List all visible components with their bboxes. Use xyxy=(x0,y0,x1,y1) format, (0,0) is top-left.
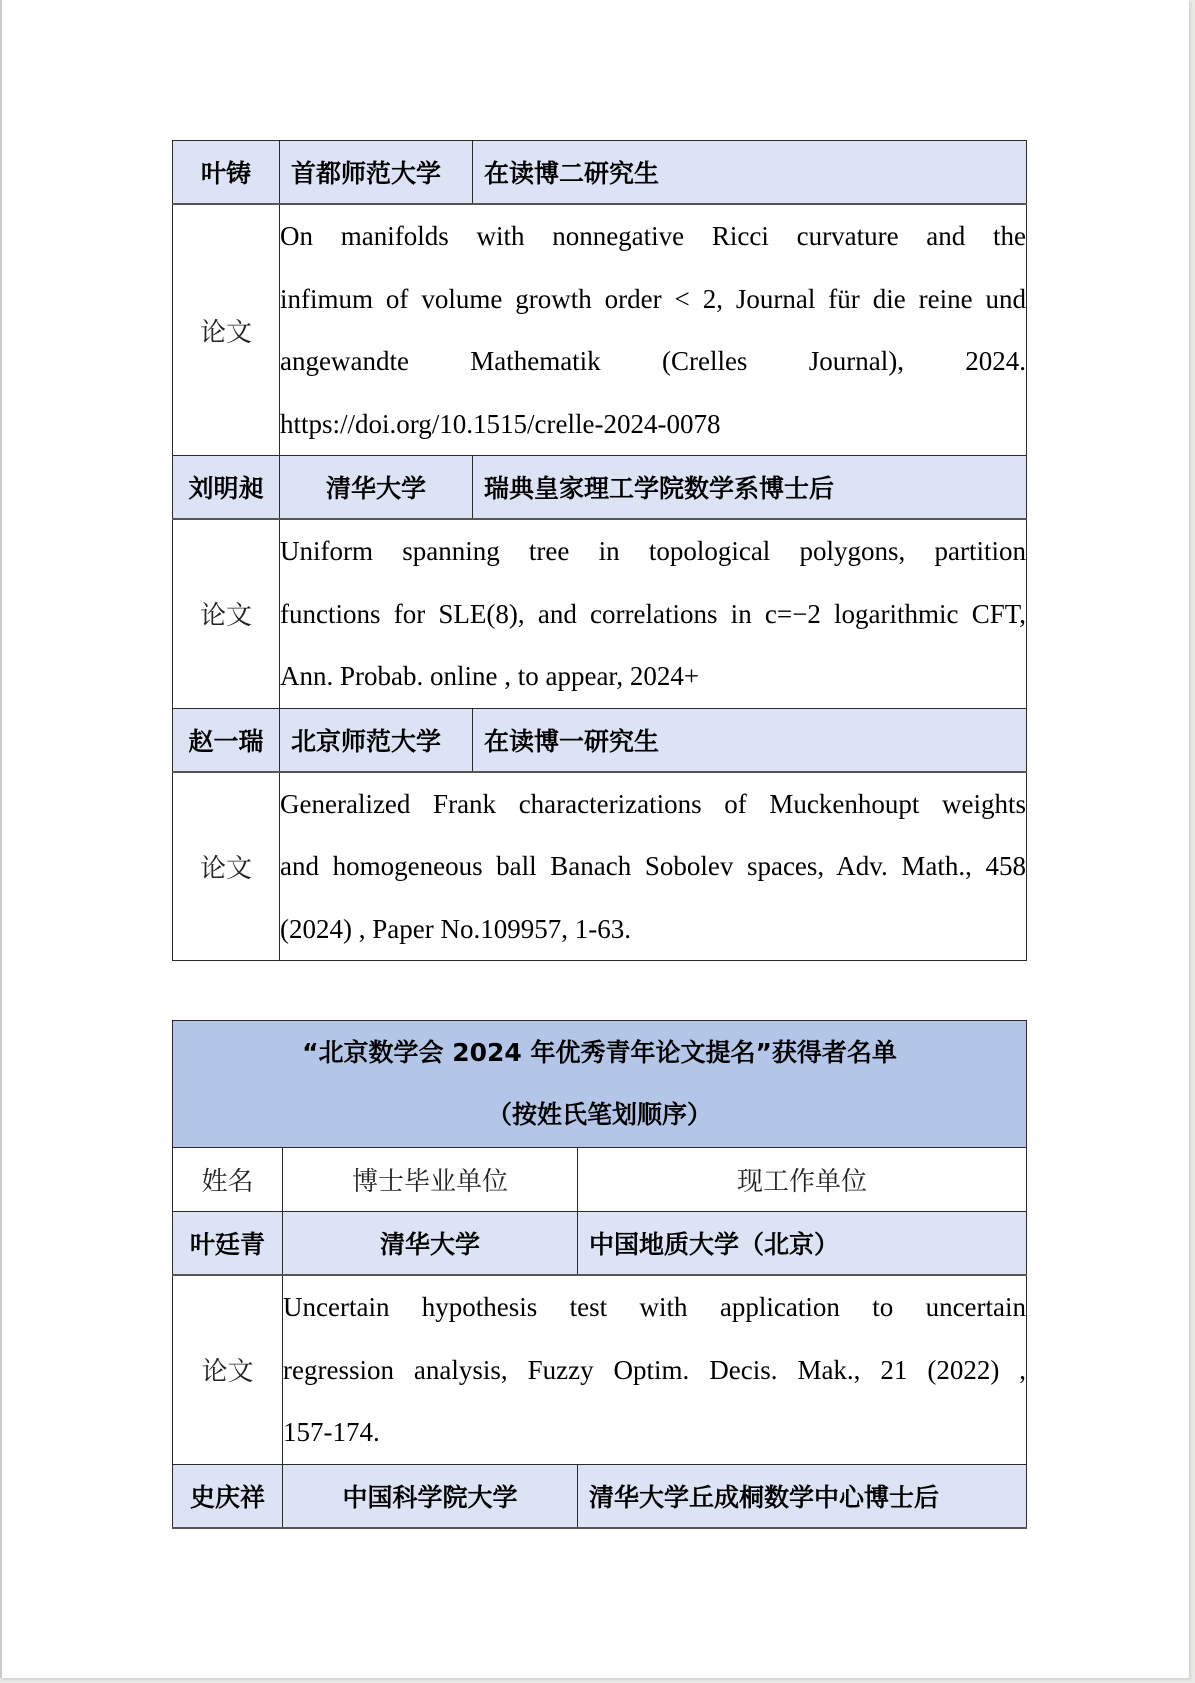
paper-label: 论文 xyxy=(173,204,280,456)
phd-institution: 清华大学 xyxy=(280,456,473,520)
current-position: 在读博二研究生 xyxy=(473,141,1027,205)
table-title-subtitle: （按姓氏笔划顺序） xyxy=(487,1100,713,1129)
awardee-row xyxy=(173,456,1027,520)
phd-institution: 清华大学 xyxy=(283,1212,578,1276)
table-title-main: “北京数学会 2024 年优秀青年论文提名”获得者名单 xyxy=(302,1038,897,1067)
nominee-row xyxy=(173,1212,1027,1276)
paper-label: 论文 xyxy=(173,519,280,708)
awardee-name: 赵一瑞 xyxy=(173,708,280,772)
awardee-name: 刘明昶 xyxy=(173,456,280,520)
citation-doi-link[interactable]: https://doi.org/10.1515/crelle-2024-0078 xyxy=(280,408,721,439)
citation-line: Ann. Probab. online , to appear, 2024+ xyxy=(280,661,700,691)
table-title-row xyxy=(173,1021,1027,1148)
phd-institution: 首都师范大学 xyxy=(280,141,473,205)
paper-citation xyxy=(280,204,1027,456)
nominee-name: 叶廷青 xyxy=(173,1212,283,1276)
column-header-phd-institution: 博士毕业单位 xyxy=(283,1148,578,1212)
citation-line: angewandte Mathematik (Crelles Journal), 2024. xyxy=(280,346,1026,376)
citation-line: (2024) , Paper No.109957, 1-63. xyxy=(280,913,631,944)
phd-institution: 北京师范大学 xyxy=(280,708,473,772)
paper-row xyxy=(173,772,1027,961)
paper-citation xyxy=(283,1275,1027,1464)
citation-line: Uniform spanning tree in topological polygons, partition xyxy=(280,536,1026,566)
citation-line: functions for SLE(8), and correlations in c=−2 logarithmic CFT, xyxy=(280,598,1026,629)
paper-citation xyxy=(280,519,1027,708)
current-position: 清华大学丘成桐数学中心博士后 xyxy=(578,1464,1027,1528)
citation-line: and homogeneous ball Banach Sobolev spaces, Adv. Math., 458 xyxy=(280,851,1026,881)
paper-label: 论文 xyxy=(173,1275,283,1464)
phd-institution: 中国科学院大学 xyxy=(283,1464,578,1528)
awardee-row xyxy=(173,141,1027,205)
column-header-row xyxy=(173,1148,1027,1212)
awardee-table-continued xyxy=(172,140,1027,961)
citation-line: regression analysis, Fuzzy Optim. Decis. Mak., 21 (2022) , xyxy=(283,1354,1027,1385)
paper-row xyxy=(173,1275,1027,1464)
citation-line: Uncertain hypothesis test with application to uncertain xyxy=(283,1292,1027,1322)
table-title xyxy=(173,1021,1027,1148)
citation-line: 157-174. xyxy=(283,1417,380,1447)
current-position: 在读博一研究生 xyxy=(473,708,1027,772)
awardee-row xyxy=(173,708,1027,772)
citation-line: infimum of volume growth order < 2, Journal für die reine und xyxy=(280,283,1026,314)
column-header-name: 姓名 xyxy=(173,1148,283,1212)
paper-label: 论文 xyxy=(173,772,280,961)
current-position: 瑞典皇家理工学院数学系博士后 xyxy=(473,456,1027,520)
nominee-table xyxy=(172,1020,1027,1529)
paper-row xyxy=(173,519,1027,708)
column-header-current-position: 现工作单位 xyxy=(578,1148,1027,1212)
nominee-name: 史庆祥 xyxy=(173,1464,283,1528)
paper-row xyxy=(173,204,1027,456)
citation-line: Generalized Frank characterizations of Muckenhoupt weights xyxy=(280,788,1026,819)
nominee-row xyxy=(173,1464,1027,1528)
paper-citation xyxy=(280,772,1027,961)
citation-line: On manifolds with nonnegative Ricci curvature and the xyxy=(280,221,1026,251)
current-position: 中国地质大学（北京） xyxy=(578,1212,1027,1276)
awardee-name: 叶铸 xyxy=(173,141,280,205)
